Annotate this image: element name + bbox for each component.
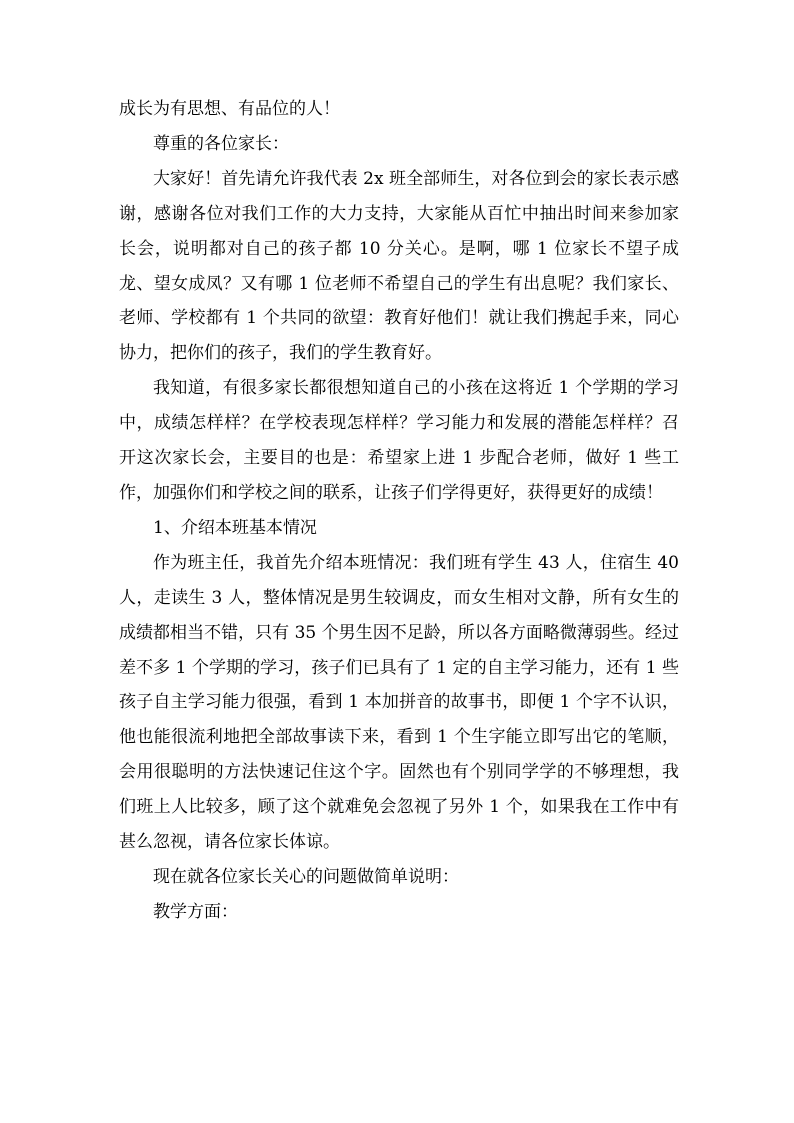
section-heading-teaching: 教学方面： — [153, 901, 238, 922]
paragraph-intro-closing: 成长为有思想、有品位的人！ — [119, 99, 340, 119]
paragraph-salutation: 尊重的各位家长： — [153, 133, 289, 154]
section-heading-class-overview: 1、介绍本班基本情况 — [153, 517, 317, 538]
paragraph-explanation-intro: 现在就各位家长关心的问题做简单说明： — [153, 866, 459, 887]
paragraph-greeting: 大家好！首先请允许我代表 2x 班全部师生，对各位到会的家长表示感谢，感谢各位对我们工作的大力支持，大家能从百忙中抽出时间来参加家长会，说明都对自己的孩子都 10 分关心。是啊，哪 1 位家长不望子成龙、望女成凤？又有哪 1 位老师不希望自己的学生有出息呢？我们家长、老师、学校都有 1 个共同的欲望：教育好他们！就让我们携起手来，同心协力，把你们的孩子，我们的学生教育好。 — [119, 168, 679, 364]
paragraph-class-overview: 作为班主任，我首先介绍本班情况：我们班有学生 43 人，住宿生 40 人，走读生 3 人，整体情况是男生较调皮，而女生相对文静，所有女生的成绩都相当不错，只有 35 个男生因不足龄，所以各方面略微薄弱些。经过差不多 1 个学期的学习，孩子们已具有了 1 定的自主学习能力，还有 1 些孩子自主学习能力很强，看到 1 本加拼音的故事书，即便 1 个字不认识，他也能很流利地把全部故事读下来，看到 1 个生字能立即写出它的笔顺，会用很聪明的方法快速记住这个字。固然也有个别同学学的不够理想，我们班上人比较多，顾了这个就难免会忽视了另外 1 个，如果我在工作中有甚么忽视，请各位家长体谅。 — [119, 552, 679, 853]
document-body — [119, 92, 679, 930]
paragraph-purpose: 我知道，有很多家长都很想知道自己的小孩在这将近 1 个学期的学习中，成绩怎样样？在学校表现怎样样？学习能力和发展的潜能怎样样？召开这次家长会，主要目的也是：希望家上进 1 步配合老师，做好 1 些工作，加强你们和学校之间的联系，让孩子们学得更好，获得更好的成绩！ — [119, 378, 679, 503]
